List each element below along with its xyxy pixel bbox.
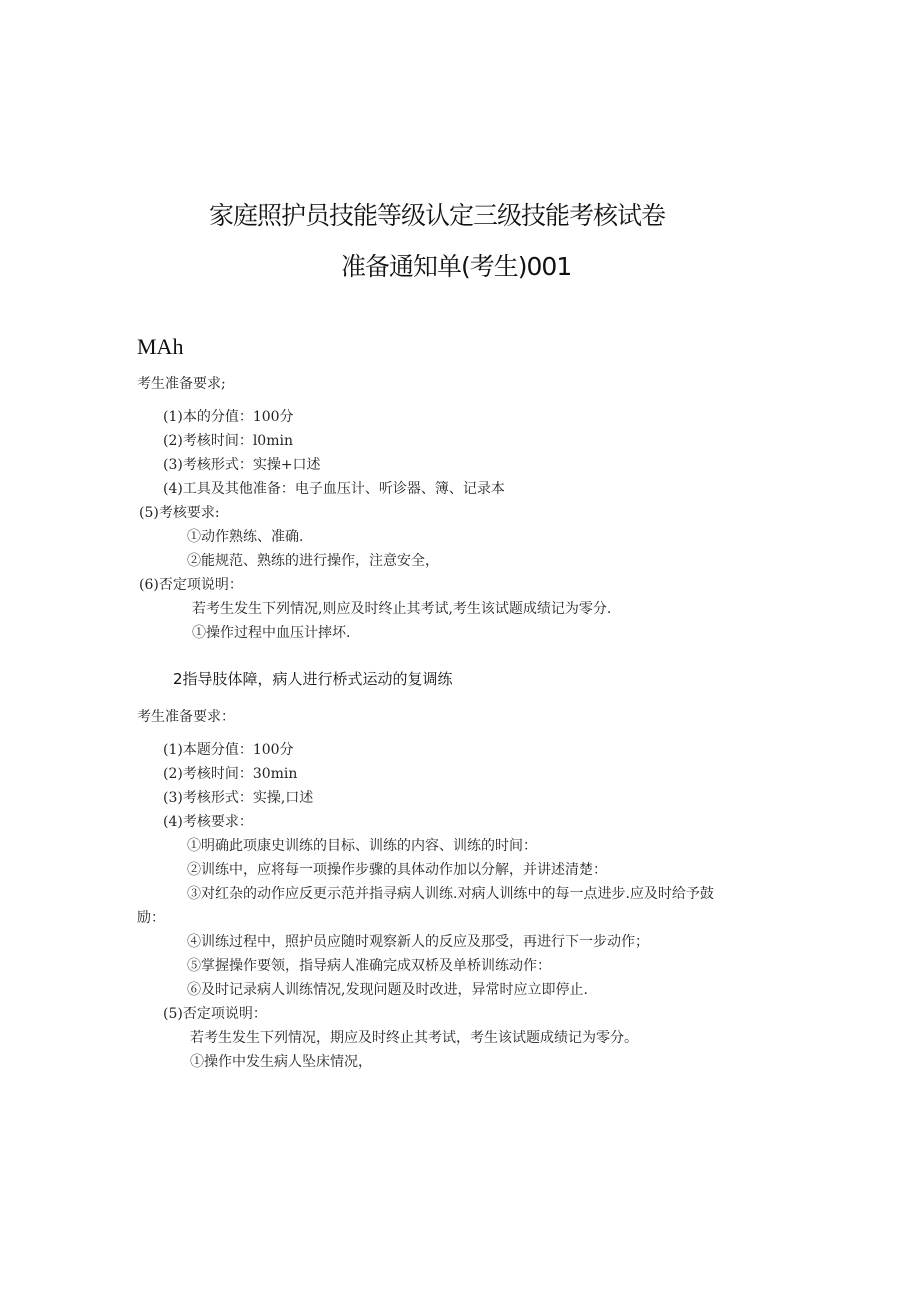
requirement-item-continuation: 励： bbox=[137, 910, 165, 926]
requirement-item: ⑤掌握操作要领，指导病人准确完成双桥及单桥训练动作： bbox=[187, 958, 551, 974]
prep-item: (1)本的分值：100分 bbox=[163, 409, 294, 425]
prep-item: (4)工具及其他准备：电子血压计、听诊器、簿、记录本 bbox=[163, 481, 505, 497]
veto-item: ①操作中发生病人坠床情况， bbox=[190, 1054, 372, 1070]
requirements-heading: (5)考核要求: bbox=[139, 505, 220, 521]
prep-heading: 考生准备要求; bbox=[137, 376, 226, 392]
veto-intro: 若考生发生下列情况，期应及时终止其考试，考生该试题成绩记为零分。 bbox=[190, 1030, 638, 1046]
section-label: MAh bbox=[137, 334, 184, 359]
veto-item: ①操作过程中血压计摔坏. bbox=[192, 625, 351, 641]
prep-item: (3)考核形式：实操,口述 bbox=[163, 790, 314, 806]
requirement-item: ②能规范、熟练的进行操作，注意安全， bbox=[187, 553, 439, 569]
requirement-item: ①明确此项康史训练的目标、训练的内容、训练的时间： bbox=[187, 838, 537, 854]
requirements-heading: (4)考核要求： bbox=[163, 814, 253, 830]
veto-intro: 若考生发生下列情况,则应及时终止其考试,考生该试题成绩记为零分. bbox=[192, 601, 612, 617]
document-title: 家庭照护员技能等级认定三级技能考核试卷 bbox=[209, 201, 666, 230]
requirement-item: ④训练过程中，照护员应随时观察新人的反应及那受，再进行下一步动作； bbox=[187, 934, 649, 950]
veto-heading: (5)否定项说明： bbox=[163, 1006, 267, 1022]
requirement-item: ②训练中，应将每一项操作步骤的具体动作加以分解，并讲述清楚： bbox=[187, 862, 607, 878]
document-subtitle: 准备通知单(考生)001 bbox=[341, 252, 572, 281]
requirement-item: ①动作熟练、准确. bbox=[187, 529, 304, 545]
section-title: 2指导肢体障，病人进行桥式运动的复调练 bbox=[173, 670, 453, 688]
veto-heading: (6)否定项说明： bbox=[139, 577, 243, 593]
prep-item: (1)本题分值：100分 bbox=[163, 742, 294, 758]
prep-heading: 考生准备要求： bbox=[137, 709, 235, 725]
requirement-item: ③对红杂的动作应反更示范并指寻病人训练.对病人训练中的每一点进步.应及时给予鼓 bbox=[187, 886, 714, 902]
prep-item: (2)考核时间：l0min bbox=[163, 433, 293, 449]
prep-item: (2)考核时间：30min bbox=[163, 766, 298, 782]
requirement-item: ⑥及时记录病人训练情况,发现问题及时改进，异常时应立即停止. bbox=[187, 982, 588, 998]
prep-item: (3)考核形式：实操+口述 bbox=[163, 457, 321, 473]
